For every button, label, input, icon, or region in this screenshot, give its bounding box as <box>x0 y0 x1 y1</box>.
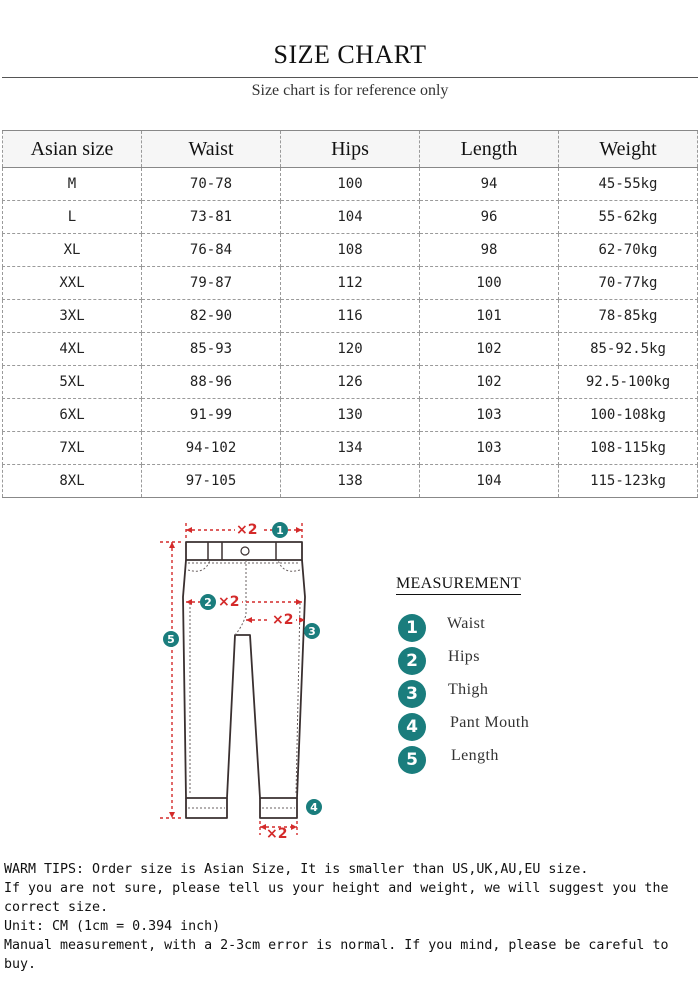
table-cell: 70-77kg <box>559 267 698 300</box>
size-table <box>2 130 698 498</box>
table-row <box>3 399 698 432</box>
table-header-row <box>3 131 698 168</box>
number-5-icon: 5 <box>398 746 426 774</box>
table-cell: 5XL <box>3 366 142 399</box>
table-cell: 108 <box>281 234 420 267</box>
table-cell: 91-99 <box>142 399 281 432</box>
table-cell: 94 <box>420 168 559 201</box>
legend-label: Thigh <box>448 681 489 698</box>
table-cell: 92.5-100kg <box>559 366 698 399</box>
table-row <box>3 333 698 366</box>
table-cell: 120 <box>281 333 420 366</box>
number-4-icon: 4 <box>398 713 426 741</box>
thigh-multiplier-label: ×2 <box>272 612 294 628</box>
legend-item-pant-mouth <box>398 711 638 744</box>
table-cell: 130 <box>281 399 420 432</box>
number-2-icon: 2 <box>398 647 426 675</box>
table-cell: 45-55kg <box>559 168 698 201</box>
table-cell: 100 <box>281 168 420 201</box>
measurement-legend <box>398 612 638 777</box>
number-3-icon: 3 <box>398 680 426 708</box>
table-cell: 103 <box>420 432 559 465</box>
guide-arrowheads <box>169 527 305 830</box>
hips-multiplier-label: ×2 <box>218 594 240 610</box>
legend-label: Waist <box>447 615 486 632</box>
marker-2-label: 2 <box>204 596 212 609</box>
table-cell: XL <box>3 234 142 267</box>
marker-1-label: 1 <box>276 524 284 537</box>
table-cell: 8XL <box>3 465 142 498</box>
number-1-icon: 1 <box>398 614 426 642</box>
table-cell: 7XL <box>3 432 142 465</box>
legend-item-hips <box>398 645 638 678</box>
pants-diagram <box>150 505 340 845</box>
table-cell: 82-90 <box>142 300 281 333</box>
marker-3-label: 3 <box>308 625 316 638</box>
table-row <box>3 300 698 333</box>
warm-tips <box>4 860 694 974</box>
table-cell: 116 <box>281 300 420 333</box>
table-cell: 97-105 <box>142 465 281 498</box>
table-cell: 112 <box>281 267 420 300</box>
column-header: Length <box>420 131 559 168</box>
page-title: SIZE CHART <box>273 40 427 69</box>
legend-item-waist <box>398 612 638 645</box>
table-cell: 104 <box>281 201 420 234</box>
title-divider <box>2 77 698 78</box>
column-header: Asian size <box>3 131 142 168</box>
column-header: Hips <box>281 131 420 168</box>
tip-line: Manual measurement, with a 2-3cm error is normal. If you mind, please be careful to buy. <box>4 938 669 972</box>
table-cell: 73-81 <box>142 201 281 234</box>
tip-line: If you are not sure, please tell us your height and weight, we will suggest you the correct size. <box>4 881 669 915</box>
table-cell: 108-115kg <box>559 432 698 465</box>
legend-label: Hips <box>448 648 480 665</box>
table-cell: 6XL <box>3 399 142 432</box>
table-cell: 101 <box>420 300 559 333</box>
tip-line: Unit: CM (1cm = 0.394 inch) <box>4 919 221 934</box>
table-cell: 76-84 <box>142 234 281 267</box>
marker-5-label: 5 <box>167 633 175 646</box>
table-cell: 78-85kg <box>559 300 698 333</box>
legend-label: Length <box>451 747 499 764</box>
table-cell: 85-93 <box>142 333 281 366</box>
table-cell: 100-108kg <box>559 399 698 432</box>
table-cell: 79-87 <box>142 267 281 300</box>
table-row <box>3 432 698 465</box>
table-cell: 134 <box>281 432 420 465</box>
table-cell: 102 <box>420 333 559 366</box>
table-cell: 4XL <box>3 333 142 366</box>
measurement-title: MEASUREMENT <box>396 575 521 595</box>
table-row <box>3 465 698 498</box>
legend-label: Pant Mouth <box>450 714 530 731</box>
table-cell: 85-92.5kg <box>559 333 698 366</box>
table-cell: 98 <box>420 234 559 267</box>
table-cell: 102 <box>420 366 559 399</box>
column-header: Waist <box>142 131 281 168</box>
table-cell: 3XL <box>3 300 142 333</box>
table-cell: L <box>3 201 142 234</box>
size-table-body <box>3 168 698 498</box>
table-cell: 104 <box>420 465 559 498</box>
page-subtitle: Size chart is for reference only <box>251 82 449 99</box>
table-row <box>3 267 698 300</box>
legend-item-thigh <box>398 678 638 711</box>
pant-mouth-multiplier-label: ×2 <box>266 826 288 842</box>
pants-outline <box>183 542 305 818</box>
column-header: Weight <box>559 131 698 168</box>
belt-loops <box>208 542 276 560</box>
tip-line: WARM TIPS: Order size is Asian Size, It is smaller than US,UK,AU,EU size. <box>4 862 589 877</box>
table-row <box>3 168 698 201</box>
table-cell: 100 <box>420 267 559 300</box>
table-cell: 126 <box>281 366 420 399</box>
table-cell: XXL <box>3 267 142 300</box>
marker-4-label: 4 <box>310 801 318 814</box>
waistband-button <box>241 547 249 555</box>
table-row <box>3 234 698 267</box>
table-row <box>3 366 698 399</box>
table-row <box>3 201 698 234</box>
table-cell: 96 <box>420 201 559 234</box>
table-cell: 138 <box>281 465 420 498</box>
waist-multiplier-label: ×2 <box>236 522 258 538</box>
table-cell: 55-62kg <box>559 201 698 234</box>
table-cell: 103 <box>420 399 559 432</box>
table-cell: M <box>3 168 142 201</box>
table-cell: 88-96 <box>142 366 281 399</box>
table-cell: 62-70kg <box>559 234 698 267</box>
table-cell: 115-123kg <box>559 465 698 498</box>
legend-item-length <box>398 744 638 777</box>
table-cell: 94-102 <box>142 432 281 465</box>
table-cell: 70-78 <box>142 168 281 201</box>
